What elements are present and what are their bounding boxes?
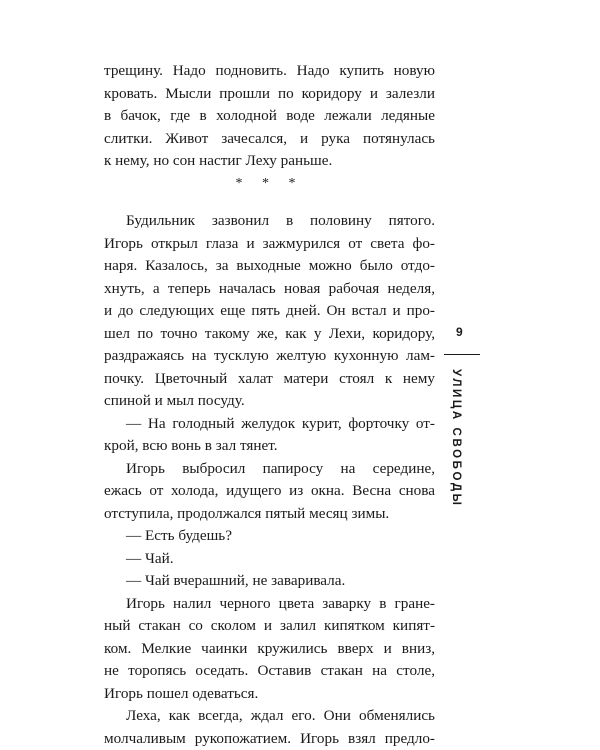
text-line: — Чай вчерашний, не заваривала. — [126, 572, 346, 589]
text-block-main — [104, 210, 435, 750]
text-line: Игорь пошел одеваться. — [104, 684, 259, 702]
text-line: спиной и мыл посуду. — [104, 392, 245, 409]
text-line: почку. Цветочный халат матери стоял к нему — [104, 369, 435, 387]
text-line: ежась от холода, идущего из окна. Весна снова — [104, 482, 435, 499]
text-line: ком. Мелкие чаинки кружились вверх и вниз, — [104, 639, 435, 657]
text-line: кровать. Мысли прошли по коридору и залезли — [104, 84, 435, 102]
text-line: крой, всю вонь в зал тянет. — [104, 437, 278, 454]
text-line: Игорь налил черного цвета заварку в гране- — [126, 594, 435, 612]
text-line: и до следующих еще пять дней. Он встал и про- — [104, 302, 435, 319]
text-line: хнуть, а теперь началась новая рабочая неделя, — [104, 279, 435, 297]
running-head-title: УЛИЦА СВОБОДЫ — [450, 369, 462, 508]
text-line: Игорь открыл глаза и зажмурился от света фо- — [104, 234, 435, 252]
text-line: — Чай. — [126, 549, 174, 567]
text-line: слитки. Живот зачесался, и рука потянулась — [104, 129, 435, 147]
text-line: — На голодный желудок курит, форточку от- — [126, 414, 435, 432]
text-line: Будильник зазвонил в половину пятого. — [126, 212, 435, 229]
text-line: не торопясь оседать. Оставив стакан на столе, — [104, 662, 435, 679]
text-line: к нему, но сон настиг Леху раньше. — [104, 152, 333, 169]
text-line: в бачок, где в холодной воде лежали ледяные — [104, 107, 435, 124]
text-line: ный стакан со сколом и залил кипятком кипят- — [104, 617, 435, 634]
side-rule-divider — [444, 354, 480, 355]
text-line: шел по точно такому же, как у Лехи, коридору, — [104, 324, 435, 342]
text-block-top — [104, 60, 435, 173]
text-line: раздражаясь на тусклую желтую кухонную лам- — [104, 347, 435, 364]
text-line: наря. Казалось, за выходные можно было отдо- — [104, 257, 435, 274]
text-line: Игорь выбросил папиросу на середине, — [126, 459, 435, 477]
section-break: * * * — [235, 176, 304, 191]
text-line: отступила, продолжался пятый месяц зимы. — [104, 504, 390, 522]
text-line: молчаливым рукопожатием. Игорь взял предло- — [104, 729, 435, 747]
text-line: трещину. Надо подновить. Надо купить новую — [104, 62, 435, 79]
text-line: Леха, как всегда, ждал его. Они обменялись — [126, 707, 435, 724]
page-number: 9 — [456, 325, 463, 339]
text-line: — Есть будешь? — [126, 527, 232, 544]
